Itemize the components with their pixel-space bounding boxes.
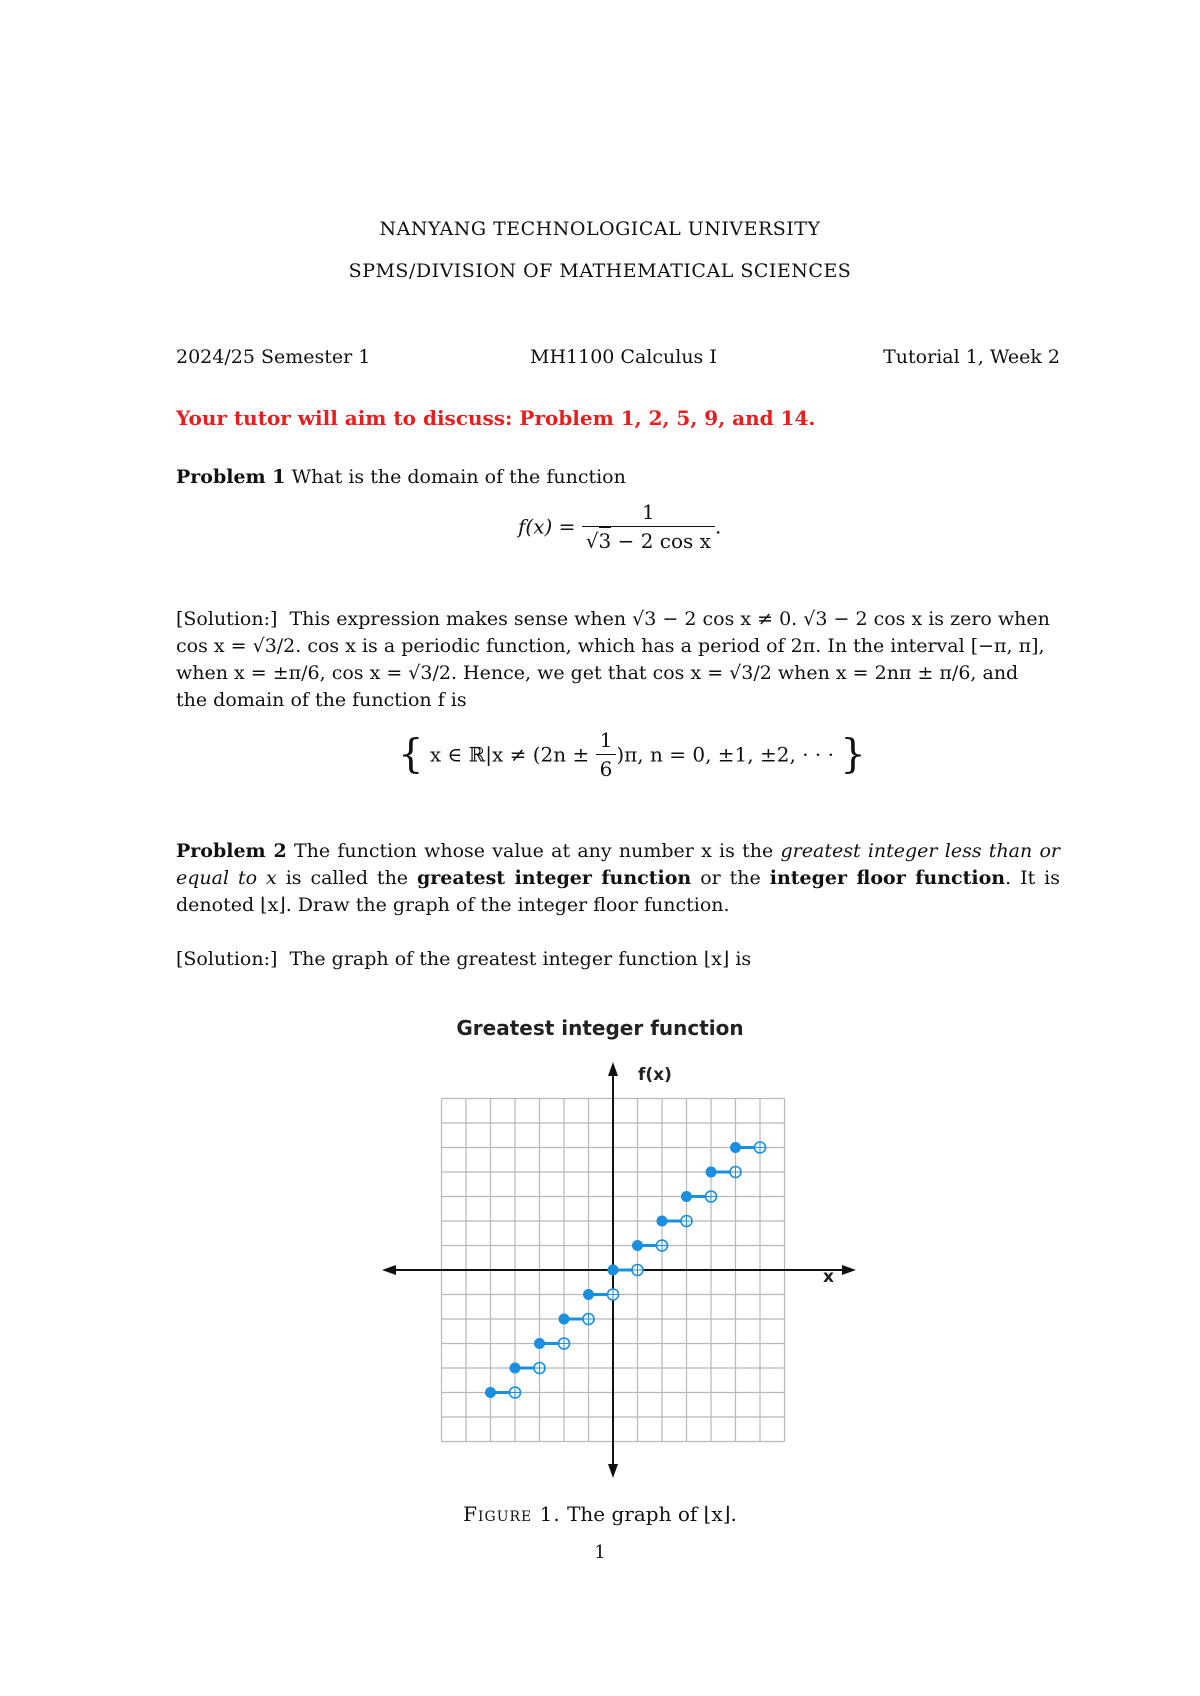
y-axis-arrow-up [608,1062,618,1076]
university-title: NANYANG TECHNOLOGICAL UNIVERSITY [379,218,821,240]
y-axis-label: f(x) [638,1065,672,1085]
semester-label: 2024/25 Semester 1 [176,346,371,368]
closed-endpoint [559,1314,570,1325]
page-number: 1 [594,1542,606,1563]
closed-endpoint [657,1216,668,1227]
formula-numerator: 1 [582,500,715,527]
x-axis-label: x [823,1267,834,1287]
problem-1-formula: f(x) = $\frac{1}{\text{√3 − 2 cos x}}$ . [518,500,722,553]
closed-endpoint [510,1363,521,1374]
formula-denominator: √3 − 2 cos x [585,529,711,553]
solution-line-3: when x = ±π/6, cos x = √3/2. Hence, we get that cos x = √3/2 when x = 2nπ ± π/6, and [176,662,1019,684]
domain-set-right: )π, n = 0, ±1, ±2, · · · [616,742,834,767]
solution-line-2: cos x = √3/2. cos x is a periodic function, which has a period of 2π. In the interval [−π, π], [176,635,1045,657]
problem-2-solution: [Solution:] The graph of the greatest integer function ⌊x⌋ is [176,948,752,970]
closed-endpoint [681,1191,692,1202]
problem-1-statement [176,464,1060,491]
tutor-notice: Your tutor will aim to discuss: Problem 1, 2, 5, 9, and 14. [176,406,816,430]
problem-2-statement: Problem 2 The function whose value at any number x is the greatest integer less than or equal to x is called the greatest integer function or the integer floor function. It is denoted ⌊x⌋. Draw the graph of the integer floor function. [176,840,1060,916]
figure-caption-text: The graph of ⌊x⌋. [567,1502,737,1526]
x-axis-arrow-right [842,1265,856,1275]
tutorial-label: Tutorial 1, Week 2 [883,346,1060,368]
domain-fraction: $\frac{1}{6}$ [596,728,617,781]
chart-title: Greatest integer function [456,1016,744,1040]
course-label: MH1100 Calculus I [530,346,717,368]
solution-tag-2: [Solution:] [176,948,278,970]
formula-lhs: f(x) = [518,514,576,539]
closed-endpoint [730,1142,741,1153]
closed-endpoint [583,1289,594,1300]
closed-endpoint [608,1265,619,1276]
problem-2-label: Problem 2 [176,840,287,862]
problem-1-label: Problem 1 [176,466,286,488]
domain-set: { x ∈ ℝ|x ≠ (2n ± $\frac{1}{6}$ )π, n = 0, ±1, ±2, · · · } [398,728,866,781]
domain-set-left: x ∈ ℝ|x ≠ (2n ± [429,742,590,767]
solution-line-4: the domain of the function f is [176,689,467,711]
solution-tag: [Solution:] [176,608,278,630]
figure-caption [0,1502,1200,1526]
problem-1-question: What is the domain of the function [291,466,626,488]
problem-1-solution [176,606,1060,714]
closed-endpoint [632,1240,643,1251]
formula-radicand: 3 [598,529,612,553]
closed-endpoint [706,1167,717,1178]
figure-caption-label: Figure 1. [463,1502,561,1526]
formula-den-rest: − 2 cos x [611,529,711,553]
y-axis-arrow-down [608,1464,618,1478]
closed-endpoint [534,1338,545,1349]
division-title: SPMS/DIVISION OF MATHEMATICAL SCIENCES [348,260,852,282]
formula-fraction [582,500,715,553]
closed-endpoint [485,1387,496,1398]
x-axis-arrow-left [382,1265,396,1275]
solution-line-1: [Solution:] This expression makes sense when √3 − 2 cos x ≠ 0. √3 − 2 cos x is zero when [176,608,1050,630]
floor-function-chart [380,1060,860,1480]
